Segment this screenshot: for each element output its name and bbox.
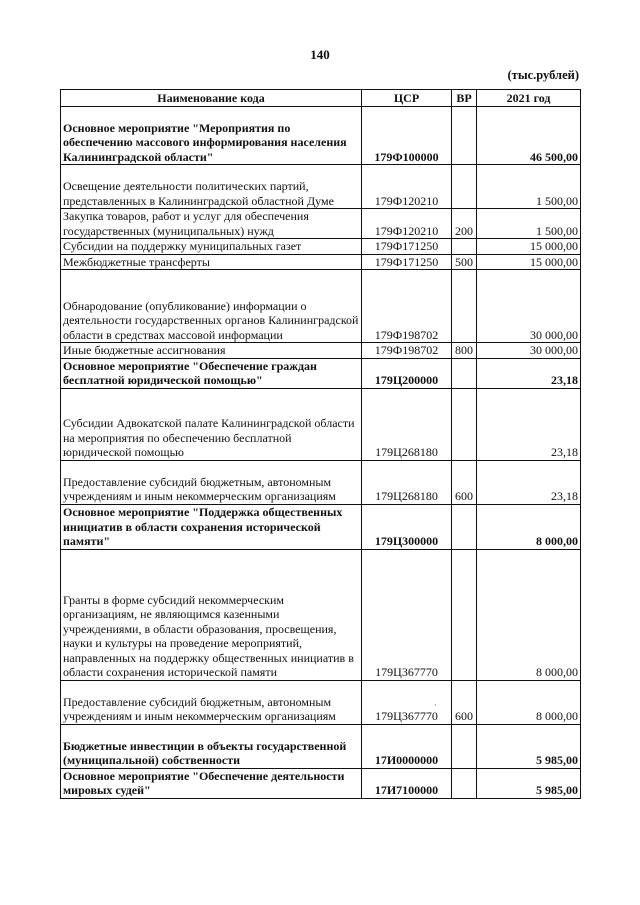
- row-name: Обнародование (опубликование) информации о деятельности государственных органов Калининградской области в средствах массовой информации: [61, 270, 362, 343]
- row-amount: 46 500,00: [477, 107, 581, 165]
- row-vr: [452, 107, 477, 165]
- table-row: [61, 388, 581, 460]
- row-name: Субсидии на поддержку муниципальных газет: [61, 239, 362, 255]
- row-vr: [452, 549, 477, 680]
- row-name: Гранты в форме субсидий некоммерческим организациям, не являющимся казенными учреждениями, в области образования, просвещения, науки и культуры на проведение мероприятий, направленных на поддержку общественных инициатив в области сохранения исторической памяти: [61, 549, 362, 680]
- row-csr: 179Ф120210: [362, 209, 452, 239]
- row-csr: 179Ф171250: [362, 239, 452, 255]
- units-label: (тыс.рублей): [507, 68, 579, 82]
- table-row: [61, 254, 581, 270]
- row-csr: 179Ц268180: [362, 388, 452, 460]
- row-amount: 15 000,00: [477, 239, 581, 255]
- row-csr: 179Ф198702: [362, 270, 452, 343]
- row-csr: 179Ц367770: [362, 680, 452, 724]
- row-amount: 23,18: [477, 358, 581, 388]
- header-csr: ЦСР: [362, 90, 452, 107]
- row-name: Освещение деятельности политических партий, представленных в Калининградской областной Думе: [61, 165, 362, 209]
- row-csr: 179Ц300000: [362, 504, 452, 549]
- table-row: [61, 504, 581, 549]
- row-amount: 8 000,00: [477, 504, 581, 549]
- table-header-row: [61, 90, 581, 107]
- table-body: [61, 107, 581, 799]
- table-row: [61, 270, 581, 343]
- row-name: Межбюджетные трансферты: [61, 254, 362, 270]
- row-amount: 30 000,00: [477, 343, 581, 359]
- row-amount: 5 985,00: [477, 724, 581, 768]
- row-amount: 30 000,00: [477, 270, 581, 343]
- row-csr: 179Ф120210: [362, 165, 452, 209]
- row-amount: 23,18: [477, 388, 581, 460]
- row-name: Основное мероприятие "Обеспечение деятельности мировых судей": [61, 768, 362, 798]
- row-csr: 17И7100000: [362, 768, 452, 798]
- table-row: [61, 209, 581, 239]
- row-vr: [452, 239, 477, 255]
- row-name: Предоставление субсидий бюджетным, автономным учреждениям и иным некоммерческим организациям: [61, 460, 362, 504]
- row-vr: [452, 358, 477, 388]
- row-amount: 5 985,00: [477, 768, 581, 798]
- table-row: [61, 549, 581, 680]
- table-row: [61, 724, 581, 768]
- row-vr: 500: [452, 254, 477, 270]
- table-row: [61, 343, 581, 359]
- row-vr: [452, 270, 477, 343]
- header-name: Наименование кода: [61, 90, 362, 107]
- row-vr: 800: [452, 343, 477, 359]
- row-vr: [452, 504, 477, 549]
- row-csr: 179Ф171250: [362, 254, 452, 270]
- row-name: Основное мероприятие "Обеспечение граждан бесплатной юридической помощью": [61, 358, 362, 388]
- table-row: [61, 768, 581, 798]
- row-name: Иные бюджетные ассигнования: [61, 343, 362, 359]
- row-name: Основное мероприятие "Поддержка общественных инициатив в области сохранения исторической памяти": [61, 504, 362, 549]
- row-amount: 23,18: [477, 460, 581, 504]
- row-vr: [452, 768, 477, 798]
- row-vr: [452, 165, 477, 209]
- table-row: [61, 107, 581, 165]
- header-amount: 2021 год: [477, 90, 581, 107]
- row-csr: 179Ц367770: [362, 549, 452, 680]
- scan-dot: ·: [434, 700, 437, 710]
- row-csr: 179Ф100000: [362, 107, 452, 165]
- row-vr: 600: [452, 460, 477, 504]
- row-vr: 200: [452, 209, 477, 239]
- table-row: [61, 358, 581, 388]
- row-csr: 17И0000000: [362, 724, 452, 768]
- header-vr: ВР: [452, 90, 477, 107]
- page-number: 140: [310, 47, 330, 62]
- row-vr: 600: [452, 680, 477, 724]
- row-name: Закупка товаров, работ и услуг для обеспечения государственных (муниципальных) нужд: [61, 209, 362, 239]
- row-csr: 179Ц268180: [362, 460, 452, 504]
- row-csr: 179Ф198702: [362, 343, 452, 359]
- row-name: Основное мероприятие "Мероприятия по обеспечению массового информирования населения Калининградской области": [61, 107, 362, 165]
- row-csr: 179Ц200000: [362, 358, 452, 388]
- row-name: Предоставление субсидий бюджетным, автономным учреждениям и иным некоммерческим организациям: [61, 680, 362, 724]
- table-row: [61, 239, 581, 255]
- row-name: Бюджетные инвестиции в объекты государственной (муниципальной) собственности: [61, 724, 362, 768]
- row-vr: [452, 388, 477, 460]
- table-row: [61, 460, 581, 504]
- row-amount: 15 000,00: [477, 254, 581, 270]
- row-amount: 1 500,00: [477, 209, 581, 239]
- row-amount: 8 000,00: [477, 680, 581, 724]
- table-row: [61, 165, 581, 209]
- budget-table: [60, 89, 581, 799]
- row-amount: 8 000,00: [477, 549, 581, 680]
- row-name: Субсидии Адвокатской палате Калининградской области на мероприятия по обеспечению бесплатной юридической помощью: [61, 388, 362, 460]
- row-vr: [452, 724, 477, 768]
- row-amount: 1 500,00: [477, 165, 581, 209]
- table-row: [61, 680, 581, 724]
